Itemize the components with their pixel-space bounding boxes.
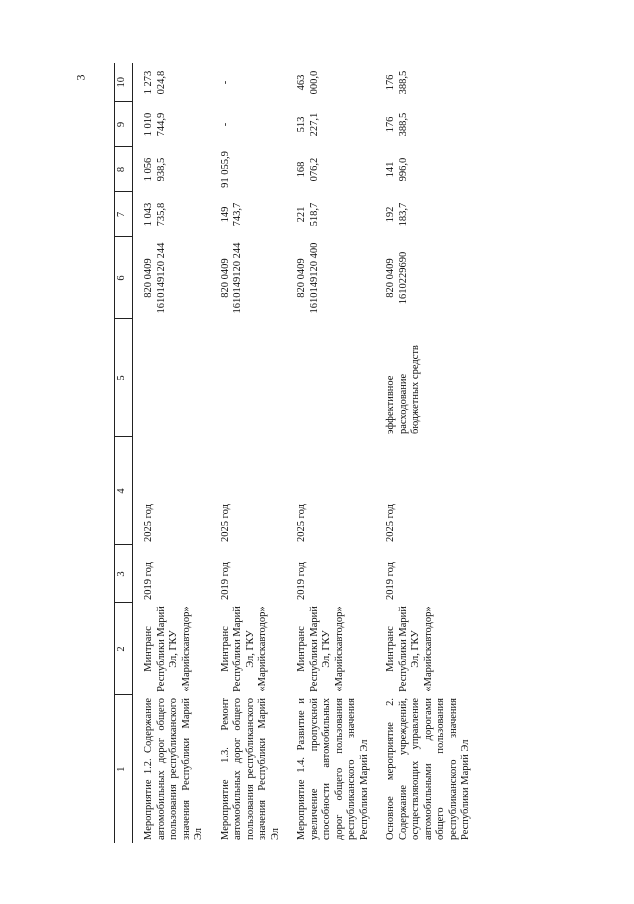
cell-executor: Минтранс Республики Марий Эл, ГКУ «Марийскавтодор»: [296, 606, 345, 692]
cell-measure: Мероприятие 1.4. Развитие и увеличение пропускной способности автомобильных дорог общего пользования республиканского значения Республики Марий Эл: [296, 698, 370, 840]
cell-value: 1 056 938,5: [143, 157, 167, 182]
cell-value: 513 227,1: [296, 112, 320, 137]
cell-value: 192 183,7: [385, 202, 409, 227]
cell-value: 221 518,7: [296, 202, 320, 227]
cell-value: 141 996,0: [385, 157, 409, 182]
cell-value: -: [219, 80, 231, 85]
cell-start: 2019 год: [143, 562, 154, 600]
cell-result: эффективное расходование бюджетных средств: [385, 345, 421, 434]
cell-code: 820 0409 1610149120 400: [296, 242, 320, 314]
header-row: [115, 63, 133, 843]
header-cell: 10: [115, 63, 133, 102]
table-row: [377, 63, 479, 843]
cell-value: 91 055,9: [219, 151, 231, 188]
header-cell: 1: [115, 695, 133, 843]
cell-executor: Минтранс Республики Марий Эл, ГКУ «Марийскавтодор»: [143, 606, 192, 692]
cell-value: 149 743,7: [219, 202, 243, 227]
table-row: [212, 63, 289, 843]
header-cell: 4: [115, 437, 133, 545]
cell-value: -: [219, 122, 231, 127]
cell-code: 820 0409 1610229690: [385, 251, 409, 305]
cell-end: 2025 год: [296, 504, 307, 542]
cell-measure: Основное мероприятие 2. Содержание учреждений, осуществляющих управление автомобильными дорогами общего пользования республиканского значения Республики Марий Эл: [385, 698, 471, 840]
cell-code: 820 0409 1610149120 244: [143, 242, 167, 314]
cell-end: 2025 год: [385, 504, 396, 542]
header-cell: 8: [115, 147, 133, 192]
cell-executor: Минтранс Республики Марий Эл, ГКУ «Марийскавтодор»: [219, 606, 268, 692]
cell-result: [288, 319, 377, 437]
header-cell: 7: [115, 192, 133, 237]
cell-result: [133, 319, 212, 437]
cell-end: 2025 год: [219, 504, 231, 542]
cell-value: 1 010 744,9: [143, 112, 167, 137]
cell-start: 2019 год: [219, 562, 231, 600]
page-number: 3: [73, 74, 88, 81]
table-row: [288, 63, 377, 843]
rotated-table-wrapper: [114, 63, 519, 843]
header-cell: 5: [115, 319, 133, 437]
header-cell: 6: [115, 237, 133, 319]
cell-measure: Мероприятие 1.3. Ремонт автомобильных дорог общего пользования республиканского значения Республики Марий Эл: [219, 698, 281, 840]
program-table: [114, 63, 479, 843]
cell-value: 463 000,0: [296, 70, 320, 95]
cell-value: 168 076,2: [296, 157, 320, 182]
header-cell: 3: [115, 545, 133, 603]
cell-result: [212, 319, 289, 437]
cell-value: 176 388,5: [385, 112, 409, 137]
cell-value: 1 043 735,8: [143, 202, 167, 227]
cell-end: 2025 год: [143, 504, 154, 542]
table-row: [133, 63, 212, 843]
cell-start: 2019 год: [296, 562, 307, 600]
cell-start: 2019 год: [385, 562, 396, 600]
header-cell: 9: [115, 102, 133, 147]
cell-value: 1 273 024,8: [143, 70, 167, 95]
cell-code: 820 0409 1610149120 244: [219, 242, 243, 314]
cell-value: 176 388,5: [385, 70, 409, 95]
cell-measure: Мероприятие 1.2. Содержание автомобильных дорог общего пользования республиканского значения Республики Марий Эл: [143, 698, 204, 840]
header-cell: 2: [115, 603, 133, 695]
cell-executor: Минтранс Республики Марий Эл, ГКУ «Марийскавтодор»: [385, 606, 434, 692]
